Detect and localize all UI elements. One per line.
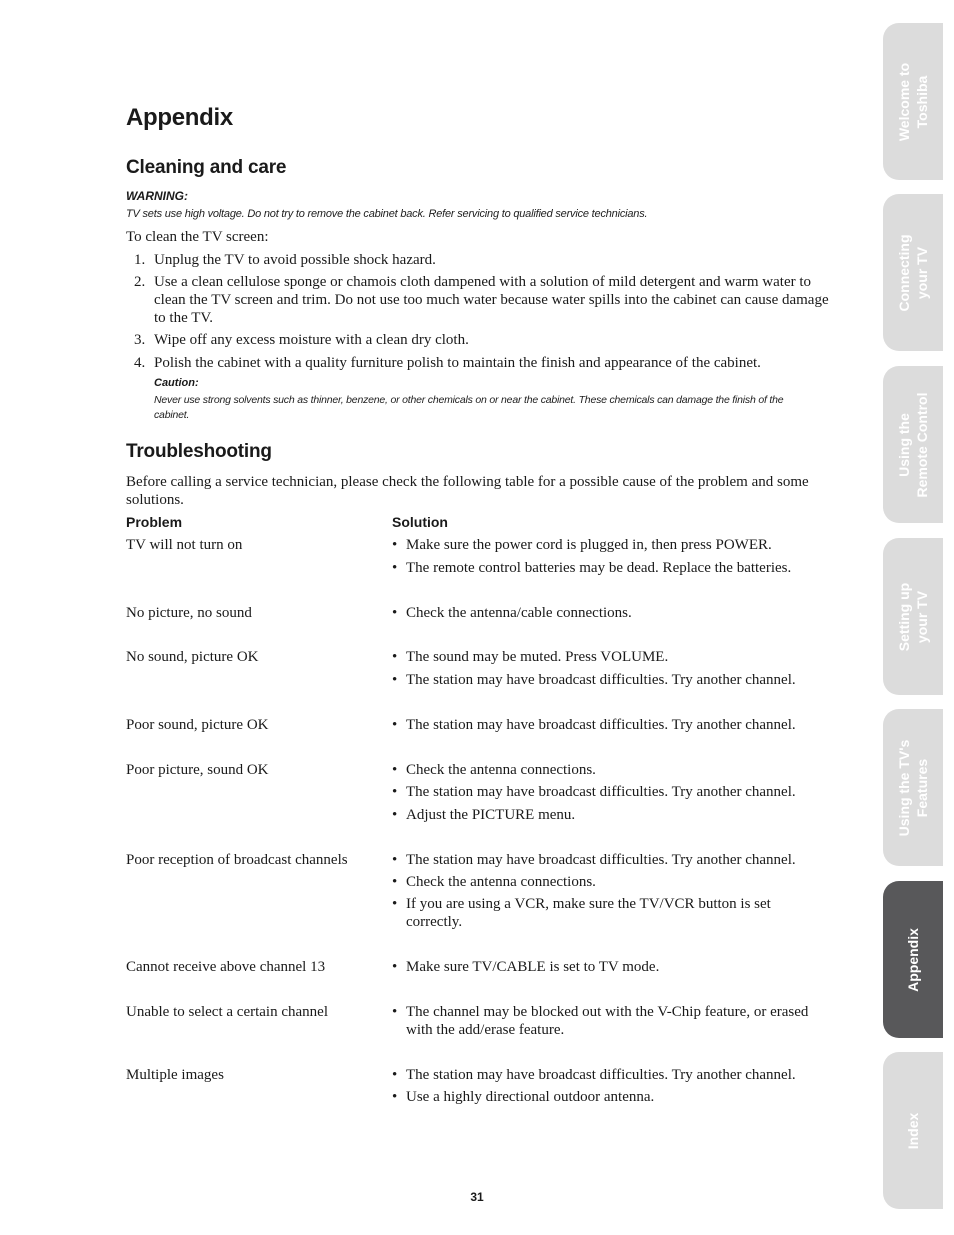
solution-item xyxy=(392,895,837,931)
bullet: • xyxy=(392,672,398,688)
problem-column-header: Problem xyxy=(126,514,183,530)
page-number: 31 xyxy=(470,1190,484,1204)
solution-item xyxy=(392,873,837,891)
solution-text: Adjust the PICTURE menu. xyxy=(406,807,576,823)
step-number: 1. xyxy=(134,252,146,268)
solution-item xyxy=(392,648,837,666)
solution-text: The station may have broadcast difficulties. Try another channel. xyxy=(406,1067,796,1083)
tab-appendix[interactable] xyxy=(883,881,943,1038)
problem-cell: TV will not turn on xyxy=(126,537,243,553)
caution-text: Never use strong solvents such as thinner, benzene, or other chemicals on or near the cabinet. These chemicals can damage the finish of the cabinet. xyxy=(154,394,784,421)
problem-cell: Cannot receive above channel 13 xyxy=(126,959,326,975)
bullet: • xyxy=(392,605,398,621)
bullet: • xyxy=(392,959,398,975)
solution-text: The station may have broadcast difficulties. Try another channel. xyxy=(406,717,796,733)
solution-text: The sound may be muted. Press VOLUME. xyxy=(406,649,669,665)
cleaning-heading: Cleaning and care xyxy=(126,157,287,178)
tab-label: Appendix xyxy=(905,927,921,992)
solution-item xyxy=(392,716,837,734)
solution-item xyxy=(392,1066,837,1084)
step-text: Wipe off any excess moisture with a clean dry cloth. xyxy=(154,332,469,348)
warning-text: TV sets use high voltage. Do not try to remove the cabinet back. Refer servicing to qualified service technicians. xyxy=(126,208,648,220)
solution-item xyxy=(392,536,837,554)
bullet: • xyxy=(392,560,398,576)
solution-item xyxy=(392,761,837,779)
bullet: • xyxy=(392,537,398,553)
problem-cell: Multiple images xyxy=(126,1067,224,1083)
solution-text: Make sure TV/CABLE is set to TV mode. xyxy=(406,959,660,975)
step-number: 2. xyxy=(134,274,146,290)
bullet: • xyxy=(392,1089,398,1105)
problem-cell: Poor sound, picture OK xyxy=(126,717,269,733)
solution-text: Check the antenna connections. xyxy=(406,762,596,778)
solution-text: The channel may be blocked out with the V-Chip feature, or erased with the add/erase feature. xyxy=(406,1004,809,1038)
cleaning-step xyxy=(126,354,836,372)
step-text: Use a clean cellulose sponge or chamois cloth dampened with a solution of mild detergent and warm water to clean the TV screen and trim. Do not use too much water because water spills into the cabinet can cause damage to the TV. xyxy=(154,274,829,326)
solution-text: The station may have broadcast difficulties. Try another channel. xyxy=(406,672,796,688)
tab-label: Using the TV's Features xyxy=(896,739,930,836)
solution-item xyxy=(392,559,837,577)
solution-item xyxy=(392,1003,837,1039)
problem-cell: No sound, picture OK xyxy=(126,649,259,665)
bullet: • xyxy=(392,1004,398,1020)
troubleshooting-intro: Before calling a service technician, please check the following table for a possible cause of the problem and some solutions. xyxy=(126,474,809,508)
step-number: 4. xyxy=(134,355,146,371)
step-text: Unplug the TV to avoid possible shock hazard. xyxy=(154,252,436,268)
tab-remote-control[interactable] xyxy=(883,366,943,523)
solution-item xyxy=(392,958,837,976)
warning-label: WARNING: xyxy=(126,189,188,203)
problem-cell: Poor picture, sound OK xyxy=(126,762,269,778)
tab-features[interactable] xyxy=(883,709,943,866)
tab-label: Connecting your TV xyxy=(896,234,930,311)
tab-label: Welcome to Toshiba xyxy=(896,62,930,141)
tab-label: Using the Remote Control xyxy=(896,392,930,497)
cleaning-intro: To clean the TV screen: xyxy=(126,229,269,245)
cleaning-step xyxy=(126,251,836,269)
tab-label: Index xyxy=(905,1112,921,1149)
cleaning-step xyxy=(126,273,836,327)
solution-text: The station may have broadcast difficulties. Try another channel. xyxy=(406,852,796,868)
problem-cell: Poor reception of broadcast channels xyxy=(126,852,348,868)
step-text: Polish the cabinet with a quality furniture polish to maintain the finish and appearance of the cabinet. xyxy=(154,355,761,371)
step-number: 3. xyxy=(134,332,146,348)
troubleshooting-heading: Troubleshooting xyxy=(126,441,272,462)
bullet: • xyxy=(392,874,398,890)
solution-item xyxy=(392,1088,837,1106)
problem-cell: No picture, no sound xyxy=(126,605,252,621)
solution-item xyxy=(392,604,837,622)
solution-text: Use a highly directional outdoor antenna. xyxy=(406,1089,655,1105)
problem-cell: Unable to select a certain channel xyxy=(126,1004,328,1020)
bullet: • xyxy=(392,649,398,665)
tab-label: Setting up your TV xyxy=(896,582,930,651)
tab-welcome[interactable] xyxy=(883,23,943,180)
bullet: • xyxy=(392,1067,398,1083)
page-title: Appendix xyxy=(126,104,233,131)
bullet: • xyxy=(392,896,398,912)
solution-text: Make sure the power cord is plugged in, then press POWER. xyxy=(406,537,772,553)
bullet: • xyxy=(392,852,398,868)
bullet: • xyxy=(392,717,398,733)
solution-item xyxy=(392,806,837,824)
bullet: • xyxy=(392,807,398,823)
bullet: • xyxy=(392,784,398,800)
cleaning-step xyxy=(126,331,836,349)
solution-item xyxy=(392,851,837,869)
solution-item xyxy=(392,783,837,801)
solution-text: Check the antenna connections. xyxy=(406,874,596,890)
solution-column-header: Solution xyxy=(392,514,448,530)
tab-index[interactable] xyxy=(883,1052,943,1209)
tab-setting-up[interactable] xyxy=(883,538,943,695)
tab-connecting[interactable] xyxy=(883,194,943,351)
solution-text: The remote control batteries may be dead. Replace the batteries. xyxy=(406,560,792,576)
solution-text: Check the antenna/cable connections. xyxy=(406,605,632,621)
caution-label: Caution: xyxy=(154,377,199,389)
solution-text: If you are using a VCR, make sure the TV/VCR button is set correctly. xyxy=(406,896,771,930)
bullet: • xyxy=(392,762,398,778)
solution-text: The station may have broadcast difficulties. Try another channel. xyxy=(406,784,796,800)
solution-item xyxy=(392,671,837,689)
